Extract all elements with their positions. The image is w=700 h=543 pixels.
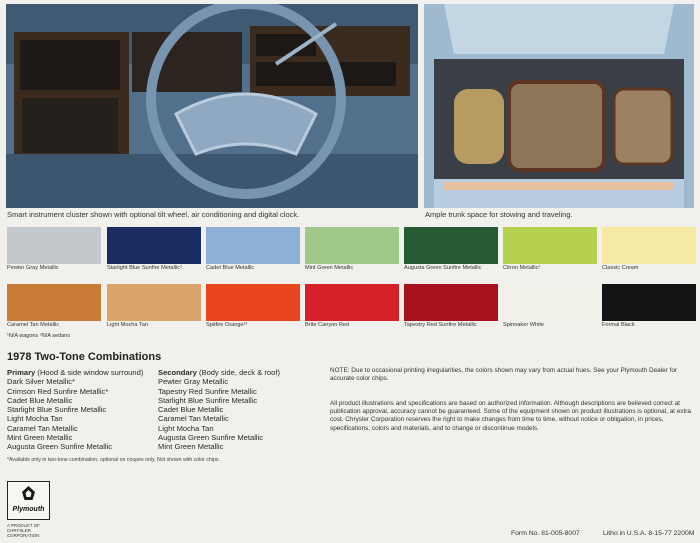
list-item: Tapestry Red Sunfire Metallic [158, 386, 257, 396]
form-number: Form No. 81-005-8007 [511, 530, 580, 537]
color-swatch-label: Starlight Blue Sunfire Metallic¹ [107, 265, 182, 271]
color-swatch [503, 227, 597, 264]
two-tone-title: 1978 Two-Tone Combinations [7, 351, 162, 363]
disclaimer-note: All product illustrations and specifications are based on authorized information. Although descriptions are believed correct at publication approval, accuracy cannot be guaranteed. Some of the equipment shown on product illustrations is optional, at extra cost. Chrysler Corporation reserves the right to make changes from time to time, without notice or obligation, in prices, specifications, colors and materials, and to change or discontinue models. [330, 400, 691, 432]
color-swatch [305, 284, 399, 321]
color-swatch [602, 284, 696, 321]
trunk-photo [424, 4, 694, 208]
color-swatch [404, 227, 498, 264]
color-swatch-label: Caramel Tan Metallic [7, 322, 60, 328]
list-item: Starlight Blue Sunfire Metallic [158, 395, 258, 405]
secondary-column [158, 368, 280, 452]
list-item: Crimson Red Sunfire Metallic* [7, 386, 109, 396]
primary-column [7, 368, 143, 452]
color-swatch-label: Formal Black [602, 322, 635, 328]
color-swatch-label: Cadet Blue Metallic [206, 265, 255, 271]
list-item: Caramel Tan Metallic [158, 414, 229, 424]
logo-wordmark: Plymouth [12, 506, 45, 513]
list-item: Cadet Blue Metallic [7, 395, 73, 405]
dashboard-photo [6, 4, 418, 208]
dashboard-caption: Smart instrument cluster shown with optional tilt wheel, air conditioning and digital clock. [7, 210, 300, 219]
trunk-caption: Ample trunk space for stowing and traveling. [425, 210, 573, 219]
two-tone-footnote: *Available only in two-tone combination, optional on coupes only. Not shown with color chips. [7, 457, 220, 463]
color-swatch [107, 284, 201, 321]
color-swatch-label: Light Mocha Tan [107, 322, 148, 328]
color-swatch-label: Spinnaker White [503, 322, 545, 328]
color-swatch-label: Citron Metallic¹ [503, 265, 541, 271]
list-item: Pewter Gray Metallic [158, 377, 229, 387]
secondary-heading: Secondary [158, 368, 197, 377]
plymouth-logo [7, 481, 50, 520]
trunk-illustration [424, 4, 694, 208]
list-item: Cadet Blue Metallic [158, 405, 224, 415]
color-swatch [7, 227, 101, 264]
color-swatch-label: Tapestry Red Sunfire Metallic [404, 322, 477, 328]
dashboard-illustration [6, 4, 418, 208]
swatch-footnote: ¹N/A wagons [7, 333, 39, 339]
list-item: Caramel Tan Metallic [7, 423, 78, 433]
color-swatch-label: Augusta Green Sunfire Metallic [404, 265, 482, 271]
color-swatch [7, 284, 101, 321]
list-item: Augusta Green Sunfire Metallic [7, 442, 113, 452]
color-swatch-label: Classic Cream [602, 265, 639, 271]
primary-heading: Primary [7, 368, 36, 377]
color-swatch-label: Spitfire Orange¹² [206, 322, 248, 328]
list-item: Augusta Green Sunfire Metallic [158, 433, 264, 443]
color-swatch-label: Pewter Gray Metallic [7, 265, 59, 271]
color-swatch [107, 227, 201, 264]
list-item: Dark Silver Metallic* [7, 377, 75, 387]
secondary-subheading: (Body side, deck & roof) [198, 368, 281, 377]
swatch-footnote: ²N/A sedans [40, 333, 70, 339]
list-item: Light Mocha Tan [7, 414, 63, 424]
list-item: Starlight Blue Sunfire Metallic [7, 405, 107, 415]
list-item: Mint Green Metallic [7, 433, 73, 443]
color-swatch-label: Brite Canyon Red [305, 322, 350, 328]
color-swatch-label: Mint Green Metallic [305, 265, 354, 271]
color-swatch [602, 227, 696, 264]
primary-subheading: (Hood & side window surround) [37, 368, 144, 377]
litho-info: Litho in U.S.A. 8-15-77 2200M [603, 530, 695, 537]
list-item: Mint Green Metallic [158, 442, 224, 452]
color-swatch [305, 227, 399, 264]
color-swatch [206, 284, 300, 321]
list-item: Light Mocha Tan [158, 423, 214, 433]
color-swatch [404, 284, 498, 321]
chrysler-note: A PRODUCT OF CHRYSLER CORPORATION [7, 523, 40, 538]
color-swatch [206, 227, 300, 264]
printing-note: NOTE: Due to occasional printing irregularities, the colors shown may vary from actual hues. See your Plymouth Dealer for accurate color chips. [330, 367, 678, 383]
color-swatch [503, 284, 597, 321]
pentastar-icon [8, 482, 49, 506]
